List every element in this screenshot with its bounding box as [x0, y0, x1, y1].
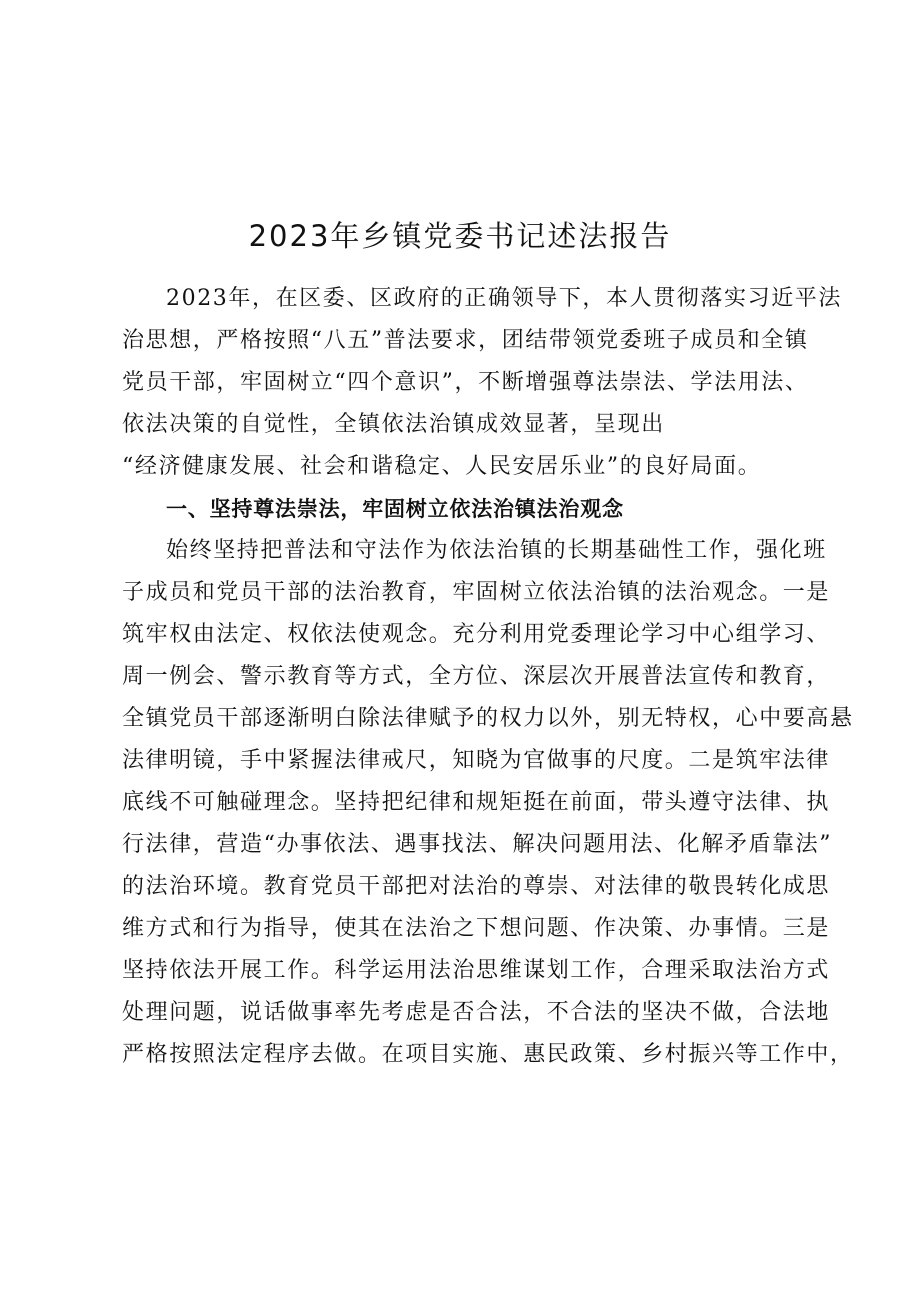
paragraph-2-line-7: 底线不可触碰理念。坚持把纪律和规矩挺在前面，带头遵守法律、执	[122, 790, 831, 815]
paragraph-1-line-5: “经济健康发展、社会和谐稳定、人民安居乐业”的良好局面。	[122, 454, 762, 479]
paragraph-2-line-9: 的法治环境。教育党员干部把对法治的尊崇、对法律的敬畏转化成思	[122, 874, 831, 899]
paragraph-1-line-4: 依法决策的自觉性，全镇依法治镇成效显著，呈现出	[122, 412, 665, 437]
paragraph-1-line-3: 党员干部，牢固树立“四个意识”，不断增强尊法崇法、学法用法、	[122, 370, 809, 395]
paragraph-1-line-2: 治思想，严格按照“八五”普法要求，团结带领党委班子成员和全镇	[122, 328, 809, 353]
paragraph-2-line-10: 维方式和行为指导，使其在法治之下想问题、作决策、办事情。三是	[122, 916, 831, 941]
paragraph-2-line-1: 始终坚持把普法和守法作为依法治镇的长期基础性工作，强化班	[166, 538, 827, 563]
paragraph-2-line-3: 筑牢权由法定、权依法使观念。充分利用党委理论学习中心组学习、	[122, 622, 831, 647]
paragraph-2-line-2: 子成员和党员干部的法治教育，牢固树立依法治镇的法治观念。一是	[122, 580, 831, 605]
paragraph-2-line-5: 全镇党员干部逐渐明白除法律赋予的权力以外，别无特权，心中要高悬	[122, 706, 854, 731]
paragraph-2-line-8: 行法律，营造“办事依法、遇事找法、解决问题用法、化解矛盾靠法”	[122, 832, 833, 857]
paragraph-2-line-6: 法律明镜，手中紧握法律戒尺，知晓为官做事的尺度。二是筑牢法律	[122, 748, 831, 773]
paragraph-2-line-4: 周一例会、警示教育等方式，全方位、深层次开展普法宣传和教育，	[122, 664, 831, 689]
paragraph-2-line-13: 严格按照法定程序去做。在项目实施、惠民政策、乡村振兴等工作中，	[122, 1042, 854, 1067]
document-title: 2023年乡镇党委书记述法报告	[248, 219, 672, 253]
section-heading-1: 一、坚持尊法崇法，牢固树立依法治镇法治观念	[166, 497, 624, 521]
paragraph-1-line-1: 2023年，在区委、区政府的正确领导下，本人贯彻落实习近平法	[166, 286, 842, 311]
paragraph-2-line-12: 处理问题，说话做事率先考虑是否合法，不合法的坚决不做，合法地	[122, 1000, 831, 1025]
paragraph-2-line-11: 坚持依法开展工作。科学运用法治思维谋划工作，合理采取法治方式	[122, 958, 831, 983]
